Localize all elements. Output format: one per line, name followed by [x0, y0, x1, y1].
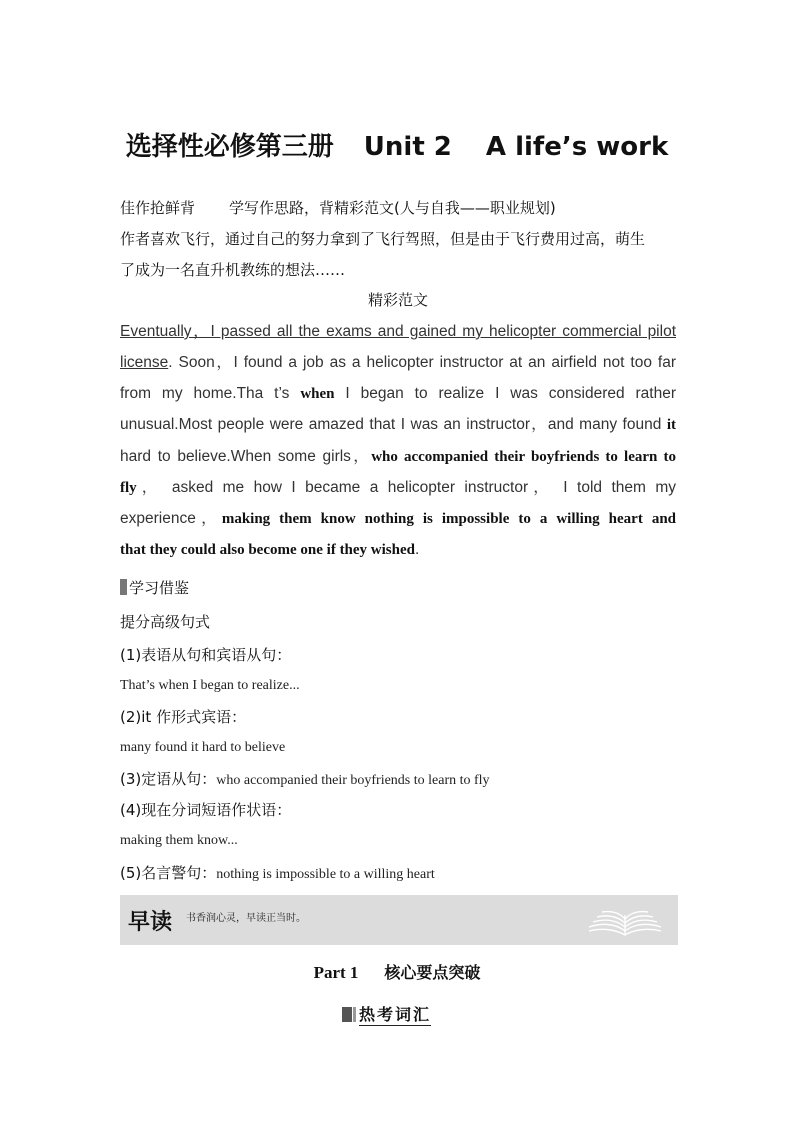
study-item-3-example: who accompanied their boyfriends to learn to fly	[216, 773, 490, 788]
essay-highlight-when: when	[300, 386, 335, 402]
study-item-3	[120, 769, 676, 791]
part-title: 核心要点突破	[384, 963, 481, 982]
study-item-2-label: (2)it 作形式宾语：	[120, 708, 247, 726]
study-item-4-label: (4)现在分词短语作状语：	[120, 801, 292, 819]
banner-title: 早读	[128, 909, 173, 935]
study-item-1-label: (1)表语从句和宾语从句：	[120, 646, 292, 664]
study-item-1-example: That’s when I began to realize...	[120, 678, 300, 693]
essay-line-2: license. Soon，I found a job as a helicopter instructor at an airfield not too far	[120, 354, 676, 371]
study-item-5	[120, 863, 676, 885]
banner-slogan: 书香润心灵，早读正当时。	[186, 913, 306, 924]
study-item-3-label: (3)定语从句：	[120, 770, 217, 788]
intro-summary-line-2: 了成为一名直升机教练的想法……	[120, 261, 346, 279]
study-item-5-example: nothing is impossible to a willing heart	[216, 867, 435, 882]
essay-line-4: unusual.Most people were amazed that I was an instructor，and many found it	[120, 416, 676, 433]
morning-reading-banner	[120, 895, 678, 945]
intro-subtitle: 学写作思路，背精彩范文(人与自我——职业规划)	[229, 199, 556, 217]
essay-line-3: from my home.Tha t’s when I began to realize I was considered rather	[120, 385, 676, 402]
section-title: 热考词汇	[359, 1005, 432, 1024]
essay-highlight-participle: making them know nothing is impossible to a willing heart and	[221, 511, 677, 527]
page-title	[0, 126, 794, 163]
section-marker-icon	[120, 579, 127, 595]
intro-summary-line-1: 作者喜欢飞行，通过自己的努力拿到了飞行驾照，但是由于飞行费用过高，萌生	[120, 230, 646, 248]
essay-highlight-it: it	[666, 417, 676, 433]
intro-header	[120, 198, 676, 218]
essay-line-5: hard to believe.When some girls，who accompanied their boyfriends to learn to	[120, 448, 676, 465]
essay-highlight-clause: who accompanied their boyfriends to learn to	[371, 449, 676, 465]
title-unit: Unit 2	[363, 132, 452, 162]
essay-heading: 精彩范文	[367, 291, 428, 309]
title-cn: 选择性必修第三册	[125, 132, 334, 162]
section-heading	[342, 1002, 431, 1024]
essay-line-8: that they could also become one if they wished.	[120, 541, 420, 558]
open-book-icon	[585, 901, 665, 939]
essay-underlined-word: license	[120, 354, 169, 371]
study-item-5-label: (5)名言警句：	[120, 864, 217, 882]
study-header: 学习借鉴	[120, 578, 676, 598]
part-heading	[0, 960, 794, 983]
study-subheader: 提分高级句式	[120, 613, 211, 631]
intro-label: 佳作抢鲜背	[120, 199, 196, 217]
essay-line-7: experience，making them know nothing is impossible to a willing heart and	[120, 510, 677, 527]
heading-bar-icon	[342, 1007, 352, 1022]
title-topic: A life’s work	[485, 132, 669, 162]
essay-line-1: Eventually，I passed all the exams and gained my helicopter commercial pilot	[120, 323, 676, 340]
essay-line-6: fly， asked me how I became a helicopter instructor， I told them my	[120, 479, 676, 496]
part-label: Part 1	[313, 963, 359, 982]
study-item-2-example: many found it hard to believe	[120, 740, 286, 755]
study-item-4-example: making them know...	[120, 833, 238, 848]
